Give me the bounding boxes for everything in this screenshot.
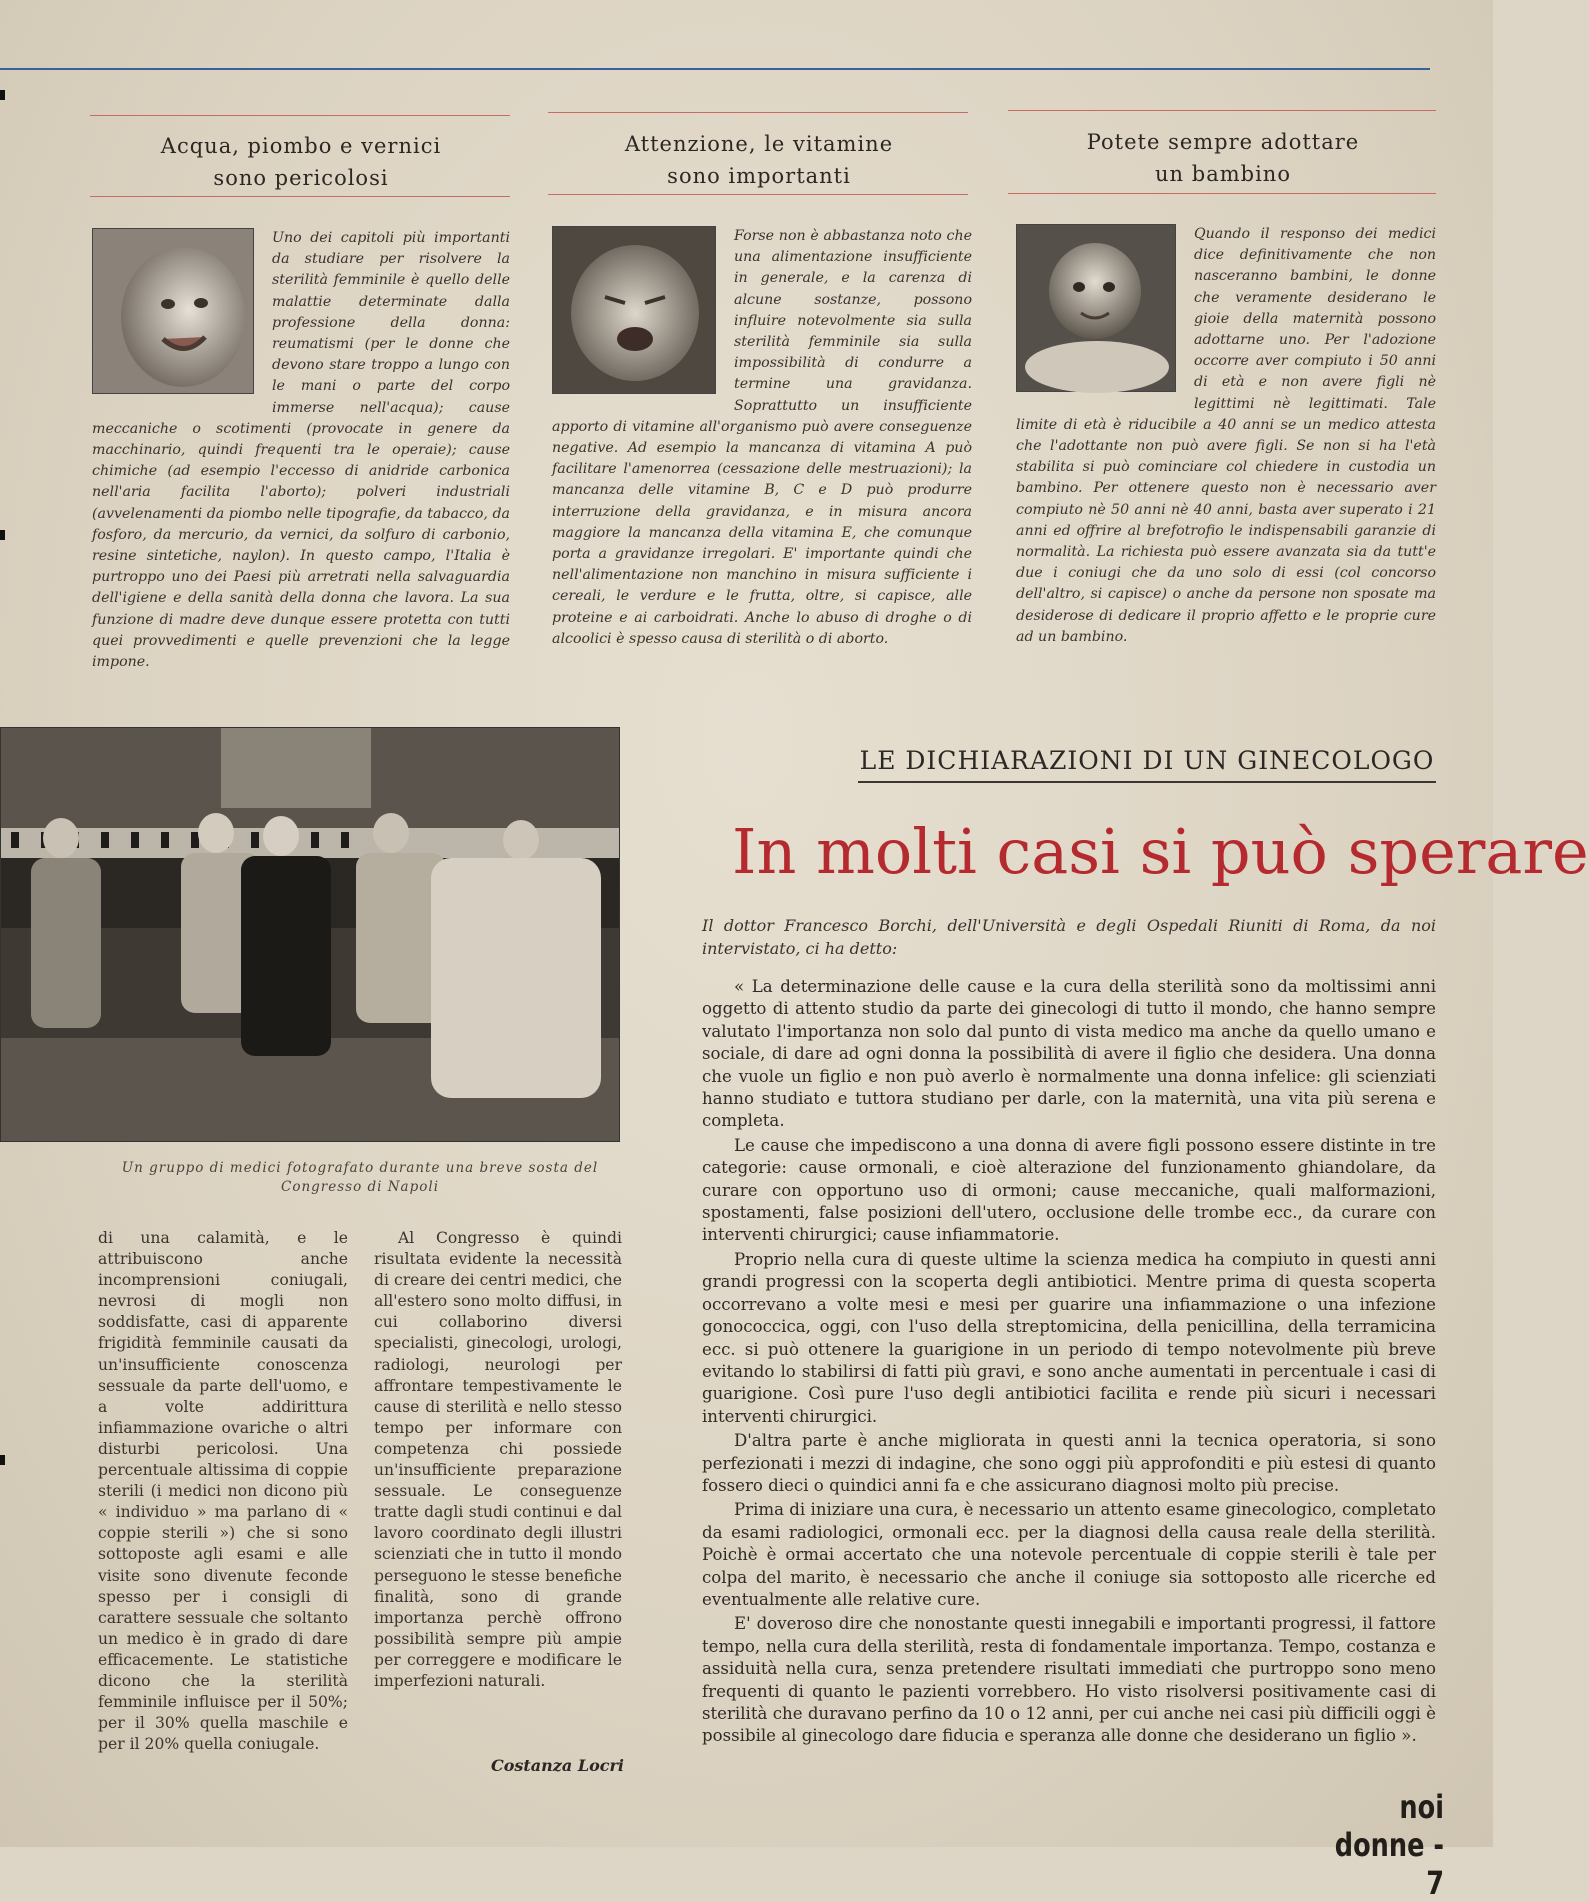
feature-lead: Il dottor Francesco Borchi, dell'Università e degli Ospedali Riuniti di Roma, da noi intervistato, ci ha detto:	[702, 916, 1436, 958]
kicker-rule	[858, 781, 1436, 783]
interview-paragraph: E' doveroso dire che nonostante questi innegabili e importanti progressi, il fattore tempo, nella cura della sterilità, resta di fondamentale importanza. Tempo, costanza e assiduità nella cura, senza pretendere risultati immediati che purtroppo sono meno frequenti di quanto le pazienti vorrebbero. Ho visto risolversi positivamente casi di sterilità che duravano perfino da 10 o 12 anni, per cui anche nei casi più difficili oggi è possibile al ginecologo dare fiducia e speranza alle donne che desiderano un figlio ».	[702, 1614, 1436, 1746]
article-title: Attenzione, le vitamine sono importanti	[624, 132, 894, 188]
title-rule	[90, 196, 510, 197]
article-water-lead	[92, 130, 510, 194]
binding-mark	[0, 90, 5, 100]
binding-mark	[0, 1455, 5, 1465]
title-rule	[90, 115, 510, 116]
doctors-group-photo	[0, 727, 620, 1142]
baby-smiling-photo	[92, 228, 254, 394]
feature-kicker: LE DICHIARAZIONI DI UN GINECOLOGO	[859, 746, 1435, 775]
interview-paragraph: Proprio nella cura di queste ultime la scienza medica ha compiuto in questi anni grandi progressi con la scoperta degli antibiotici. Mentre prima di questa scoperta occorrevano a volte mesi e mesi per guarire una infiammazione o una infezione gonococcica, oggi, con l'uso della streptomicina, della penicillina, della terramicina ecc. si può ottenere la guarigione in un periodo di tempo notevolmente più breve evitando lo stabilirsi di fatti più gravi, e sono anche aumentati in percentuale i casi di guarigione. Così pure l'uso degli antibiotici facilita e rende più sicuri i necessari interventi chirurgici.	[702, 1249, 1436, 1426]
title-rule	[1008, 193, 1436, 194]
photo-caption: Un gruppo di medici fotografato durante una breve sosta del Congresso di Napoli	[121, 1160, 599, 1195]
interview-paragraph: « La determinazione delle cause e la cura della sterilità sono da moltissimi anni oggetto di attento studio da parte dei ginecologi di tutto il mondo, che hanno sempre valutato l'importanza non solo dal punto di vista medico ma anche da quello umano e sociale, di dare ad ogni donna la possibilità di avere il figlio che desidera. Una donna che vuole un figlio e non può averlo è normalmente una donna infelice: gli scienziati hanno studiato e tuttora studiano per darle, con la maternità, una vita più serena e completa.	[702, 977, 1436, 1131]
article-vitamins	[550, 128, 968, 192]
article-adoption	[1010, 126, 1436, 190]
feature-headline: In molti casi si può sperare	[732, 815, 1589, 888]
top-rule	[0, 68, 1430, 70]
continuation-column-2: Al Congresso è quindi risultata evidente la necessità di creare dei centri medici, che all'estero sono molto diffusi, in cui collaborino diversi specialisti, ginecologi, urologi, radiologi, neurologi per affrontare tempestivamente le cause di sterilità e nello stesso tempo per informare con competenza chi possiede un'insufficiente preparazione sessuale. Le conseguenze tratte dagli studi continui e dal lavoro coordinato degli illustri scienziati che in tutto il mondo perseguono le stesse benefiche finalità, sono di grande importanza perchè offrono possibilità sempre più ampie per correggere e modificare le imperfezioni naturali.	[374, 1229, 622, 1690]
article-title: Potete sempre adottare un bambino	[1086, 130, 1360, 186]
author-signature: Costanza Locri	[491, 1756, 624, 1775]
baby-crying-photo	[552, 226, 716, 394]
article-title: Acqua, piombo e vernici sono pericolosi	[160, 134, 442, 190]
article-vitamins-body: Forse non è abbastanza noto che una alimentazione insufficiente in generale, e la carenza di alcune sostanze, possono influire notevolmente sia sulla sterilità femminile sia sulla impossibilità di condurre a termine una gravidanza. Soprattutto un insufficiente apporto di vitamine all'organismo può avere conseguenze negative. Ad esempio la mancanza di vitamina A può facilitare l'amenorrea (cessazione delle mestruazioni); la mancanza delle vitamine B, C e D può produrre interruzione della gravidanza, e in misura ancora maggiore la mancanza della vitamina E, che comunque porta a gravidanze irregolari. E' importante quindi che nell'alimentazione non manchino in misura sufficiente i cereali, le verdure e le frutta, oltre, si capisce, alle proteine e ai carboidrati. Anche lo abuso di droghe o di alcoolici è spesso causa di sterilità o di aborto.	[552, 228, 972, 647]
interview-paragraph: Le cause che impediscono a una donna di avere figli possono essere distinte in tre categorie: cause ormonali, e cioè alterazione del funzionamento ghiandolare, da curare con opportuno uso di ormoni; cause meccaniche, quali malformazioni, spostamenti, false posizioni dell'utero, occlusione delle trombe ecc., da curare con interventi chirurgici; cause infiammatorie.	[702, 1135, 1436, 1245]
continuation-column-1: di una calamità, e le attribuiscono anche incomprensioni coniugali, nevrosi di mogli non soddisfatte, casi di apparente frigidità femminile causati da un'insufficiente conoscenza sessuale da parte dell'uomo, e a volte addirittura infiammazione ovariche o altri disturbi pericolosi. Una percentuale altissima di coppie sterili (i medici non dicono più « individuo » ma parlano di « coppie sterili ») che si sono sottoposte agli esami e alle visite sono divenute feconde spesso per i consigli di carattere sessuale che soltanto un medico è in grado di dare efficacemente. Le statistiche dicono che la sterilità femminile influisce per il 50%; per il 30% quella maschile e per il 20% quella coniugale.	[98, 1229, 348, 1754]
title-rule	[548, 112, 968, 113]
page-footer: noi donne - 7	[1334, 1788, 1444, 1902]
title-rule	[548, 194, 968, 195]
title-rule	[1008, 110, 1436, 111]
article-adoption-body: Quando il responso dei medici dice definitivamente che non nasceranno bambini, le donne che veramente desiderano le gioie della maternità possono adottarne uno. Per l'adozione occorre aver compiuto i 50 anni di età e non avere figli nè legittimi nè legittimati. Tale limite di età è riducibile a 40 anni se un medico attesta che l'adottante non può avere figli. Se non si ha l'età stabilita si può cominciare col chiedere in custodia un bambino. Per ottenere questo non è necessario aver compiuto nè 50 anni nè 40 anni, basta aver superato i 21 anni ed offrire al brefotrofio le indispensabili garanzie di normalità. La richiesta può essere avanzata sia da tutt'e due i coniugi che da uno solo di essi (col concorso dell'altro, si capisce) o anche da persone non sposate ma desiderose di dedicare il proprio affetto e le proprie cure ad un bambino.	[1016, 226, 1436, 645]
article-water-lead-body: Uno dei capitoli più importanti da studiare per risolvere la sterilità femminile è quello delle malattie determinate dalla professione della donna: reumatismi (per le donne che devono stare troppo a lungo con le mani o parte del corpo immerse nell'acqua); cause meccaniche o scotimenti (provocate in genere da macchinario, quindi frequenti tra le operaie); cause chimiche (ad esempio l'eccesso di anidride carbonica nell'aria facilita l'aborto); polveri industriali (avvelenamenti da piombo nelle tipografie, da tabacco, da fosforo, da mercurio, da vernici, da solfuro di carbonio, resine sintetiche, naylon). In questo campo, l'Italia è purtroppo uno dei Paesi più arretrati nella salvaguardia dell'igiene e della sanità della donna che lavora. La sua funzione di madre deve dunque essere protetta con tutti quei provvedimenti e quelle prevenzioni che la legge impone.	[92, 230, 510, 671]
interview-paragraph: D'altra parte è anche migliorata in questi anni la tecnica operatoria, si sono perfezionati i mezzi di indagine, che sono oggi più approfonditi e più estesi di quanto fossero dieci o quindici anni fa e che assicurano diagnosi molto più precise.	[702, 1431, 1436, 1495]
interview-paragraph: Prima di iniziare una cura, è necessario un attento esame ginecologico, completato da esami radiologici, ormonali ecc. per la diagnosi della causa reale della sterilità. Poichè è ormai accertato che una notevole percentuale di coppie sterili è tale per colpa del marito, è necessario che anche il coniuge sia sottoposto alle ricerche ed eventualmente alle relative cure.	[702, 1500, 1436, 1609]
feature-interview	[702, 976, 1436, 1750]
binding-mark	[0, 530, 5, 540]
baby-crawling-photo	[1016, 224, 1176, 392]
